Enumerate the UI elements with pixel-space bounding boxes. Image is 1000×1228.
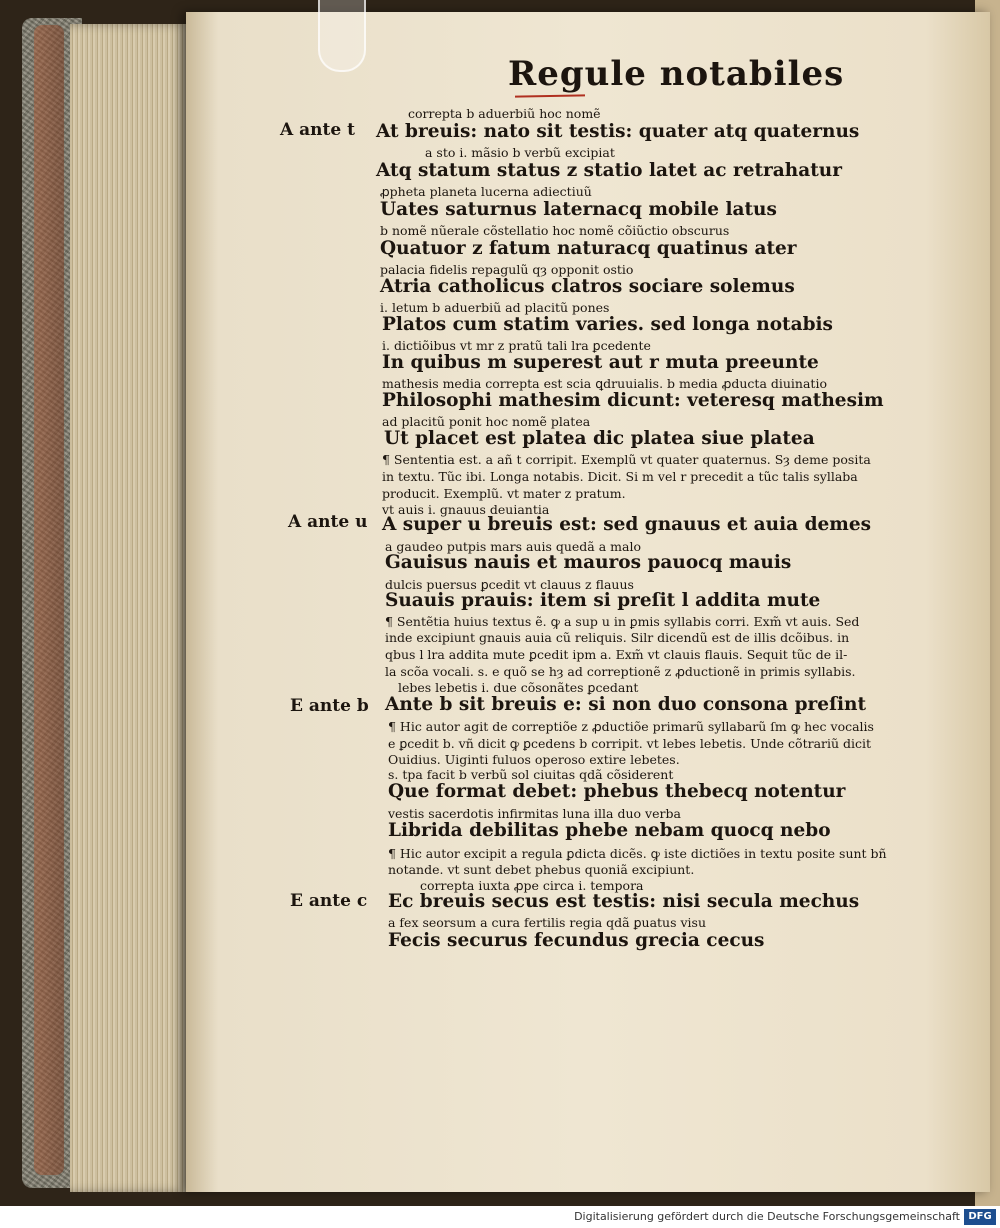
commentary-line: ¶ Sententia est. a añ t corripit. Exemplũ vt quater quaternus. Sȝ deme posita	[382, 452, 871, 467]
gloss-line: vestis sacerdotis infirmitas luna illa duo verba	[388, 806, 681, 821]
commentary-line: Ouidius. Uiginti fuluos operoso extire lebetes.	[388, 752, 680, 767]
gloss-line: i. letum b aduerbiũ ad placitũ pones	[380, 300, 610, 315]
commentary-line: ¶ Hic autor excipit a regula ꝑdicta dicẽs. ꝙ iste dictiões in textu posite sunt bñ	[388, 846, 887, 861]
verse-line: Fecis securus fecundus grecia cecus	[388, 930, 765, 951]
verse-line: Suauis prauis: item si preſit l addita mute	[385, 590, 821, 611]
verse-line: In quibus m superest aut r muta preeunte	[382, 352, 819, 373]
dfg-logo: DFG	[964, 1209, 996, 1225]
gloss-line: i. dictiõibus vt mr z pratũ tali lra ꝑcedente	[382, 338, 651, 353]
gloss-line: mathesis media correpta est scia ꝗdruuialis. b media ꝓducta diuinatio	[382, 376, 827, 391]
gloss-line: s. tpa facit b verbũ sol ciuitas qdã cõsiderent	[388, 767, 674, 782]
page-clip	[318, 0, 366, 72]
gloss-line: a gaudeo putpis mars auis quedã a malo	[385, 539, 641, 554]
commentary-line: in textu. Tũc ibi. Longa notabis. Dicit. Si m vel r precedit a tũc talis syllaba	[382, 469, 858, 484]
gloss-line: vt auis i. gnauus deuiantia	[382, 502, 550, 517]
verse-line: Librida debilitas phebe nebam quocq nebo	[388, 820, 831, 841]
gloss-line: correpta iuxta ꝓpe circa i. tempora	[420, 878, 644, 893]
verse-line: Ante b sit breuis e: si non duo consona preſint	[385, 694, 867, 715]
gloss-line: palacia fidelis repagulũ qȝ opponit ostio	[380, 262, 634, 277]
footer-bar	[0, 1206, 1000, 1228]
verse-line: Uates saturnus laternacq mobile latus	[380, 199, 777, 220]
margin-label-e-ante-b: E ante b	[290, 696, 369, 716]
commentary-line: la scõa vocali. s. e quõ se hȝ ad correptionẽ z ꝓductionẽ in primis syllabis.	[385, 664, 856, 679]
gloss-line: dulcis puersus ꝑcedit vt clauus z flauus	[385, 577, 634, 592]
commentary-line: inde excipiunt gnauis auia cũ reliquis. Silr dicendũ est de illis dcõibus. in	[385, 630, 850, 645]
verse-line: Ut placet est platea dic platea siue platea	[384, 428, 815, 449]
commentary-line: qbus l lra addita mute ꝑcedit ipm a. Exm̃ vt clauis flauis. Sequit tũc de il-	[385, 647, 848, 662]
verse-line: Quatuor z fatum naturacq quatinus ater	[380, 238, 797, 259]
verse-line: Philosophi mathesim dicunt: veteresq mathesim	[382, 390, 884, 411]
page-stack	[70, 24, 190, 1192]
commentary-line: ¶ Sentẽtia huius textus ẽ. ꝙ a sup u in ꝑmis syllabis corri. Exm̃ vt auis. Sed	[385, 614, 860, 629]
verse-line: Gauisus nauis et mauros pauocq mauis	[385, 552, 792, 573]
verse-line: Ec breuis secus est testis: nisi secula mechus	[388, 891, 860, 912]
margin-label-a-ante-u: A ante u	[288, 512, 368, 532]
verse-line: Que format debet: phebus thebecq notentur	[388, 781, 846, 802]
commentary-line: e ꝑcedit b. vñ dicit ꝙ ꝑcedens b corripit. vt lebes lebetis. Unde cõtrariũ dicit	[388, 736, 872, 751]
gloss-line: a fex seorsum a cura fertilis regia qdã ꝑuatus visu	[388, 915, 707, 930]
gloss-line: correpta b aduerbiũ hoc nomẽ	[408, 106, 601, 121]
gloss-line: lebes lebetis i. due cõsonãtes ꝑcedant	[398, 680, 639, 695]
verse-line: Atria catholicus clatros sociare solemus	[380, 276, 795, 297]
commentary-line: ¶ Hic autor agit de correptiõe z ꝓductiõe primarũ syllabarũ ſm ꝙ hec vocalis	[388, 719, 874, 734]
margin-label-e-ante-c: E ante c	[290, 891, 368, 911]
verse-line: A super u breuis est: sed gnauus et auia demes	[382, 514, 872, 535]
verse-line: Atq statum status z statio latet ac retrahatur	[376, 160, 842, 181]
verse-line: At breuis: nato sit testis: quater atq quaternus	[376, 121, 860, 142]
verse-line: Platos cum statim varies. sed longa notabis	[382, 314, 833, 335]
commentary-line: notande. vt sunt debet phebus quoniã excipiunt.	[388, 862, 695, 877]
margin-label-a-ante-t: A ante t	[280, 120, 355, 140]
gloss-line: ad placitũ ponit hoc nomẽ platea	[382, 414, 591, 429]
page-title: Regule notabiles	[508, 54, 845, 94]
gloss-line: ꝓpheta planeta lucerna adiectiuũ	[380, 184, 592, 199]
gloss-line: a sto i. mãsio b verbũ excipiat	[425, 145, 615, 160]
cover-edge	[34, 25, 64, 1175]
commentary-line: producit. Exemplũ. vt mater z pratum.	[382, 486, 626, 501]
gloss-line: b nomẽ nũerale cõstellatio hoc nomẽ cõiũctio obscurus	[380, 223, 730, 238]
funding-notice: Digitalisierung gefördert durch die Deutsche Forschungsgemeinschaft	[574, 1210, 960, 1223]
